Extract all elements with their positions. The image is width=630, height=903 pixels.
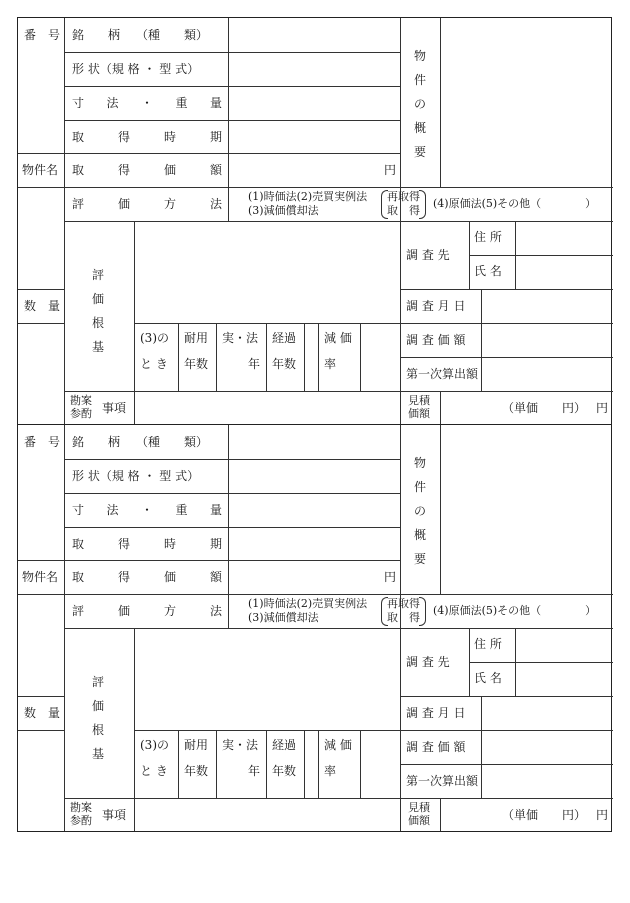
- valuation-form-1: [17, 17, 612, 425]
- type-label: （種 類）: [136, 435, 209, 449]
- type-label: （種 類）: [136, 28, 209, 42]
- useful-life-label-b: 年数: [184, 357, 209, 371]
- actual-legal-label-b: 年: [248, 764, 261, 778]
- consideration-label-a: 勘案: [70, 394, 92, 407]
- valuation-form-2: [17, 424, 612, 832]
- glyph: 取: [72, 537, 85, 551]
- glyph: 評: [91, 268, 104, 282]
- glyph: 基: [91, 747, 104, 761]
- acquisition-date-label: [72, 130, 222, 144]
- method-option-line1: (1)時価法(2)売買実例法: [248, 597, 368, 610]
- glyph: 概: [413, 121, 426, 135]
- glyph: 物: [413, 456, 426, 470]
- number-label: 番 号: [24, 435, 61, 449]
- quantity-label: 数 量: [24, 706, 61, 720]
- glyph: 得: [117, 130, 130, 144]
- method-option-rest: (4)原価法(5)その他（ ）: [433, 604, 597, 617]
- glyph: 寸: [72, 503, 85, 517]
- shape-label: 形 状（規 格 ・ 型 式）: [72, 469, 200, 483]
- depreciation-rate-label-b: 率: [324, 357, 337, 371]
- name-label: 氏 名: [474, 671, 502, 685]
- yen-unit: 円: [384, 163, 397, 177]
- survey-price-label: 調 査 価 額: [406, 333, 466, 347]
- glyph: 額: [209, 570, 222, 584]
- survey-source-label: 調 査 先: [406, 655, 450, 669]
- glyph: 評: [91, 675, 104, 689]
- acquisition-date-label: [72, 537, 222, 551]
- glyph: 法: [209, 604, 222, 618]
- survey-date-label: 調 査 月 日: [406, 706, 466, 720]
- case3-label-b: と き: [140, 357, 168, 371]
- method-reacquisition-1: 再取得: [387, 190, 420, 203]
- glyph: 法: [106, 503, 119, 517]
- glyph: 得: [117, 537, 130, 551]
- glyph: 取: [72, 163, 85, 177]
- elapsed-label-a: 経過: [272, 738, 297, 752]
- brand-label: 銘 柄: [72, 435, 121, 449]
- glyph: 法: [106, 96, 119, 110]
- elapsed-label-a: 経過: [272, 331, 297, 345]
- glyph: 基: [91, 340, 104, 354]
- matters-label: 事項: [102, 401, 127, 415]
- yen-unit: 円: [384, 570, 397, 584]
- item-name-label: 物件名: [22, 163, 59, 177]
- yen-unit-2: 円: [596, 401, 609, 415]
- case3-label-b: と き: [140, 764, 168, 778]
- estimate-label-b: 価額: [408, 814, 430, 827]
- method-option-line1: (1)時価法(2)売買実例法: [248, 190, 368, 203]
- glyph: 取: [72, 570, 85, 584]
- depreciation-rate-label-a: 減 価: [324, 331, 352, 345]
- glyph: の: [413, 504, 426, 518]
- glyph: 額: [209, 163, 222, 177]
- glyph: ・: [140, 96, 153, 110]
- acquisition-price-label: [72, 163, 222, 177]
- glyph: 方: [163, 604, 176, 618]
- glyph: 評: [72, 197, 85, 211]
- size-weight-label: [72, 96, 222, 110]
- glyph: 価: [91, 292, 104, 306]
- survey-date-label: 調 査 月 日: [406, 299, 466, 313]
- actual-legal-label-a: 実・法: [222, 331, 259, 345]
- glyph: 根: [91, 723, 104, 737]
- glyph: 方: [163, 197, 176, 211]
- glyph: 価: [117, 604, 130, 618]
- acquisition-price-label: [72, 570, 222, 584]
- glyph: 重: [175, 96, 188, 110]
- method-reacquisition-2: 取 得: [387, 204, 420, 217]
- glyph: 要: [413, 145, 426, 159]
- name-label: 氏 名: [474, 264, 502, 278]
- address-label: 住 所: [474, 230, 502, 244]
- first-calc-label: 第一次算出額: [406, 367, 479, 381]
- quantity-label: 数 量: [24, 299, 61, 313]
- useful-life-label-b: 年数: [184, 764, 209, 778]
- depreciation-rate-label-a: 減 価: [324, 738, 352, 752]
- glyph: 件: [413, 73, 426, 87]
- bracket-right: [419, 597, 426, 626]
- actual-legal-label-a: 実・法: [222, 738, 259, 752]
- unit-price-label: （単価 円）: [502, 808, 587, 822]
- glyph: 価: [91, 699, 104, 713]
- method-option-rest: (4)原価法(5)その他（ ）: [433, 197, 597, 210]
- estimate-label-a: 見積: [408, 801, 430, 814]
- consideration-label-a: 勘案: [70, 801, 92, 814]
- glyph: 評: [72, 604, 85, 618]
- survey-source-label: 調 査 先: [406, 248, 450, 262]
- brand-label: 銘 柄: [72, 28, 121, 42]
- glyph: 取: [72, 130, 85, 144]
- glyph: 寸: [72, 96, 85, 110]
- glyph: 時: [163, 537, 176, 551]
- glyph: 量: [209, 503, 222, 517]
- valuation-method-label: [72, 197, 222, 211]
- first-calc-label: 第一次算出額: [406, 774, 479, 788]
- bracket-right: [419, 190, 426, 219]
- method-option-line2: (3)減価償却法: [248, 204, 319, 217]
- shape-label: 形 状（規 格 ・ 型 式）: [72, 62, 200, 76]
- glyph: 価: [117, 197, 130, 211]
- glyph: 物: [413, 49, 426, 63]
- actual-legal-label-b: 年: [248, 357, 261, 371]
- glyph: 量: [209, 96, 222, 110]
- consideration-label-b: 参酌: [70, 814, 92, 827]
- address-label: 住 所: [474, 637, 502, 651]
- glyph: 期: [209, 537, 222, 551]
- glyph: の: [413, 97, 426, 111]
- glyph: 期: [209, 130, 222, 144]
- glyph: 法: [209, 197, 222, 211]
- item-overview-label: [412, 451, 428, 571]
- elapsed-label-b: 年数: [272, 357, 297, 371]
- glyph: 根: [91, 316, 104, 330]
- yen-unit-2: 円: [596, 808, 609, 822]
- glyph: 件: [413, 480, 426, 494]
- method-reacquisition-1: 再取得: [387, 597, 420, 610]
- size-weight-label: [72, 503, 222, 517]
- glyph: 時: [163, 130, 176, 144]
- valuation-basis-label: [90, 263, 106, 359]
- glyph: 得: [117, 570, 130, 584]
- valuation-method-label: [72, 604, 222, 618]
- glyph: 得: [117, 163, 130, 177]
- survey-price-label: 調 査 価 額: [406, 740, 466, 754]
- method-option-line2: (3)減価償却法: [248, 611, 319, 624]
- item-name-label: 物件名: [22, 570, 59, 584]
- matters-label: 事項: [102, 808, 127, 822]
- estimate-label-b: 価額: [408, 407, 430, 420]
- glyph: 概: [413, 528, 426, 542]
- useful-life-label-a: 耐用: [184, 738, 209, 752]
- glyph: 重: [175, 503, 188, 517]
- consideration-label-b: 参酌: [70, 407, 92, 420]
- unit-price-label: （単価 円）: [502, 401, 587, 415]
- depreciation-rate-label-b: 率: [324, 764, 337, 778]
- estimate-label-a: 見積: [408, 394, 430, 407]
- number-label: 番 号: [24, 28, 61, 42]
- glyph: 要: [413, 552, 426, 566]
- case3-label-a: (3)の: [140, 331, 169, 345]
- glyph: ・: [140, 503, 153, 517]
- useful-life-label-a: 耐用: [184, 331, 209, 345]
- valuation-basis-label: [90, 670, 106, 766]
- case3-label-a: (3)の: [140, 738, 169, 752]
- glyph: 価: [163, 163, 176, 177]
- item-overview-label: [412, 44, 428, 164]
- elapsed-label-b: 年数: [272, 764, 297, 778]
- glyph: 価: [163, 570, 176, 584]
- method-reacquisition-2: 取 得: [387, 611, 420, 624]
